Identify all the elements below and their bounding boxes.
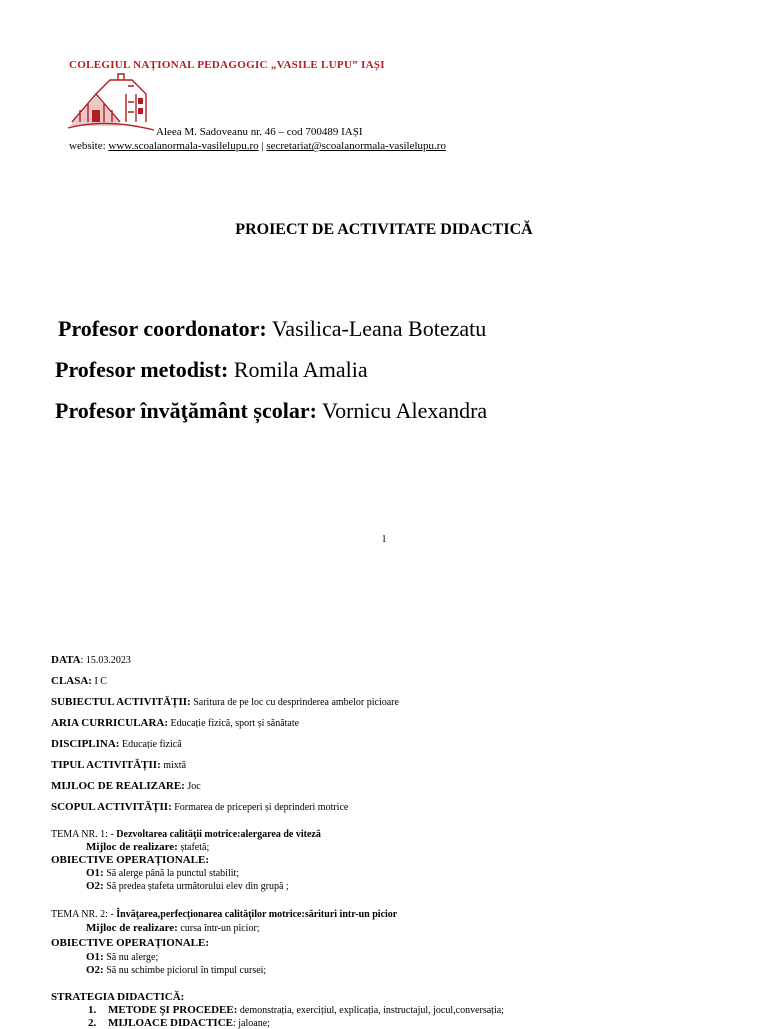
tema1-objective-1	[86, 867, 239, 879]
field-label: MIJLOC DE REALIZARE:	[51, 780, 185, 792]
field-label: DISCIPLINA:	[51, 738, 120, 750]
tema-title: Dezvoltarea calităţii motrice:alergarea de viteză	[116, 829, 321, 840]
tema2-obiective-heading	[51, 937, 209, 949]
field-label: SUBIECTUL ACTIVITĂȚII:	[51, 696, 191, 708]
strategie-item-2	[88, 1017, 270, 1029]
field-value: Formarea de priceperi și deprinderi motrice	[171, 802, 349, 813]
email-link[interactable]: secretariat@scoalanormala-vasilelupu.ro	[266, 140, 446, 152]
item-value: : jaloane;	[233, 1018, 270, 1029]
tema2-heading	[51, 908, 397, 920]
field-aria	[51, 717, 299, 729]
objective-code: O1:	[86, 951, 104, 963]
field-value: I C	[91, 676, 107, 687]
objective-text: Să predea ștafeta următorului elev din grupă ;	[103, 881, 289, 892]
tema1-obiective-heading	[51, 854, 209, 866]
field-label: DATA	[51, 654, 81, 666]
school-name: COLEGIUL NAȚIONAL PEDAGOGIC „VASILE LUPU” IAȘI	[69, 59, 385, 71]
tema1-mijloc	[86, 841, 209, 853]
field-label: ARIA CURRICULARA:	[51, 717, 169, 729]
contact-line	[69, 140, 446, 152]
tema1-objective-2	[86, 880, 289, 892]
tema-label: TEMA NR. 2: -	[51, 909, 117, 920]
mijloc-value: cursa într-un picior;	[177, 923, 260, 934]
tema1-heading	[51, 828, 321, 840]
tema2-objective-2	[86, 964, 266, 976]
strategie-item-1	[88, 1004, 504, 1016]
field-value: Educație fizică, sport și sănătate	[168, 718, 300, 729]
professor-student	[55, 398, 487, 424]
field-label: CLASA:	[51, 675, 92, 687]
field-tipul	[51, 759, 186, 771]
objective-text: Să alerge până la punctul stabilit;	[103, 868, 240, 879]
mijloc-label: Mijloc de realizare:	[86, 841, 178, 853]
field-data	[51, 654, 131, 666]
contact-separator: |	[258, 140, 267, 152]
field-disciplina	[51, 738, 182, 750]
strategie-heading	[51, 991, 184, 1003]
field-scopul	[51, 801, 348, 813]
tema2-objective-1	[86, 951, 158, 963]
field-value: Saritura de pe loc cu desprinderea ambelor picioare	[190, 697, 399, 708]
obiective-label: OBIECTIVE OPERAȚIONALE:	[51, 854, 210, 866]
item-value: demonstrația, exercițiul, explicația, instructajul, jocul,conversația;	[237, 1005, 504, 1016]
page-number: 1	[381, 534, 387, 545]
field-value: : 15.03.2023	[80, 655, 131, 666]
field-mijloc	[51, 780, 201, 792]
mijloc-label: Mijloc de realizare:	[86, 922, 178, 934]
document-title: PROIECT DE ACTIVITATE DIDACTICĂ	[235, 221, 533, 238]
field-value: Educație fizică	[119, 739, 182, 750]
professor-name: Vornicu Alexandra	[316, 398, 488, 423]
website-link[interactable]: www.scoalanormala-vasilelupu.ro	[108, 140, 259, 152]
website-label: website:	[69, 140, 109, 152]
professor-label: Profesor coordonator:	[58, 316, 267, 341]
professor-coordinator	[58, 316, 486, 342]
tema-label: TEMA NR. 1: -	[51, 829, 117, 840]
tema-title: Învăţarea,perfecționarea calităţilor motrice:sărituri intr-un picior	[116, 909, 398, 920]
item-label: MIJLOACE DIDACTICE	[108, 1017, 233, 1029]
item-number: 1.	[88, 1004, 97, 1016]
objective-text: Să nu schimbe piciorul în timpul cursei;	[103, 965, 267, 976]
field-label: TIPUL ACTIVITĂȚII:	[51, 759, 161, 771]
objective-code: O2:	[86, 964, 104, 976]
professor-label: Profesor metodist:	[55, 357, 229, 382]
objective-code: O2:	[86, 880, 104, 892]
school-address: Aleea M. Sadoveanu nr. 46 – cod 700489 IAȘI	[156, 126, 363, 138]
mijloc-value: ștafetă;	[177, 842, 210, 853]
obiective-label: OBIECTIVE OPERAȚIONALE:	[51, 937, 210, 949]
professor-methodist	[55, 357, 368, 383]
field-value: mixtă	[160, 760, 187, 771]
professor-name: Romila Amalia	[228, 357, 368, 382]
school-building-logo-icon	[66, 72, 156, 136]
tema2-mijloc	[86, 922, 260, 934]
field-value: Joc	[184, 781, 201, 792]
professor-label: Profesor învăţământ școlar:	[55, 398, 317, 423]
objective-text: Să nu alerge;	[103, 952, 159, 963]
field-clasa	[51, 675, 107, 687]
strategie-label: STRATEGIA DIDACTICĂ:	[51, 991, 185, 1003]
item-number: 2.	[88, 1017, 97, 1029]
professor-name: Vasilica-Leana Botezatu	[266, 316, 487, 341]
item-label: METODE ŞI PROCEDEE:	[108, 1004, 238, 1016]
field-subiect	[51, 696, 399, 708]
field-label: SCOPUL ACTIVITĂȚII:	[51, 801, 172, 813]
objective-code: O1:	[86, 867, 104, 879]
